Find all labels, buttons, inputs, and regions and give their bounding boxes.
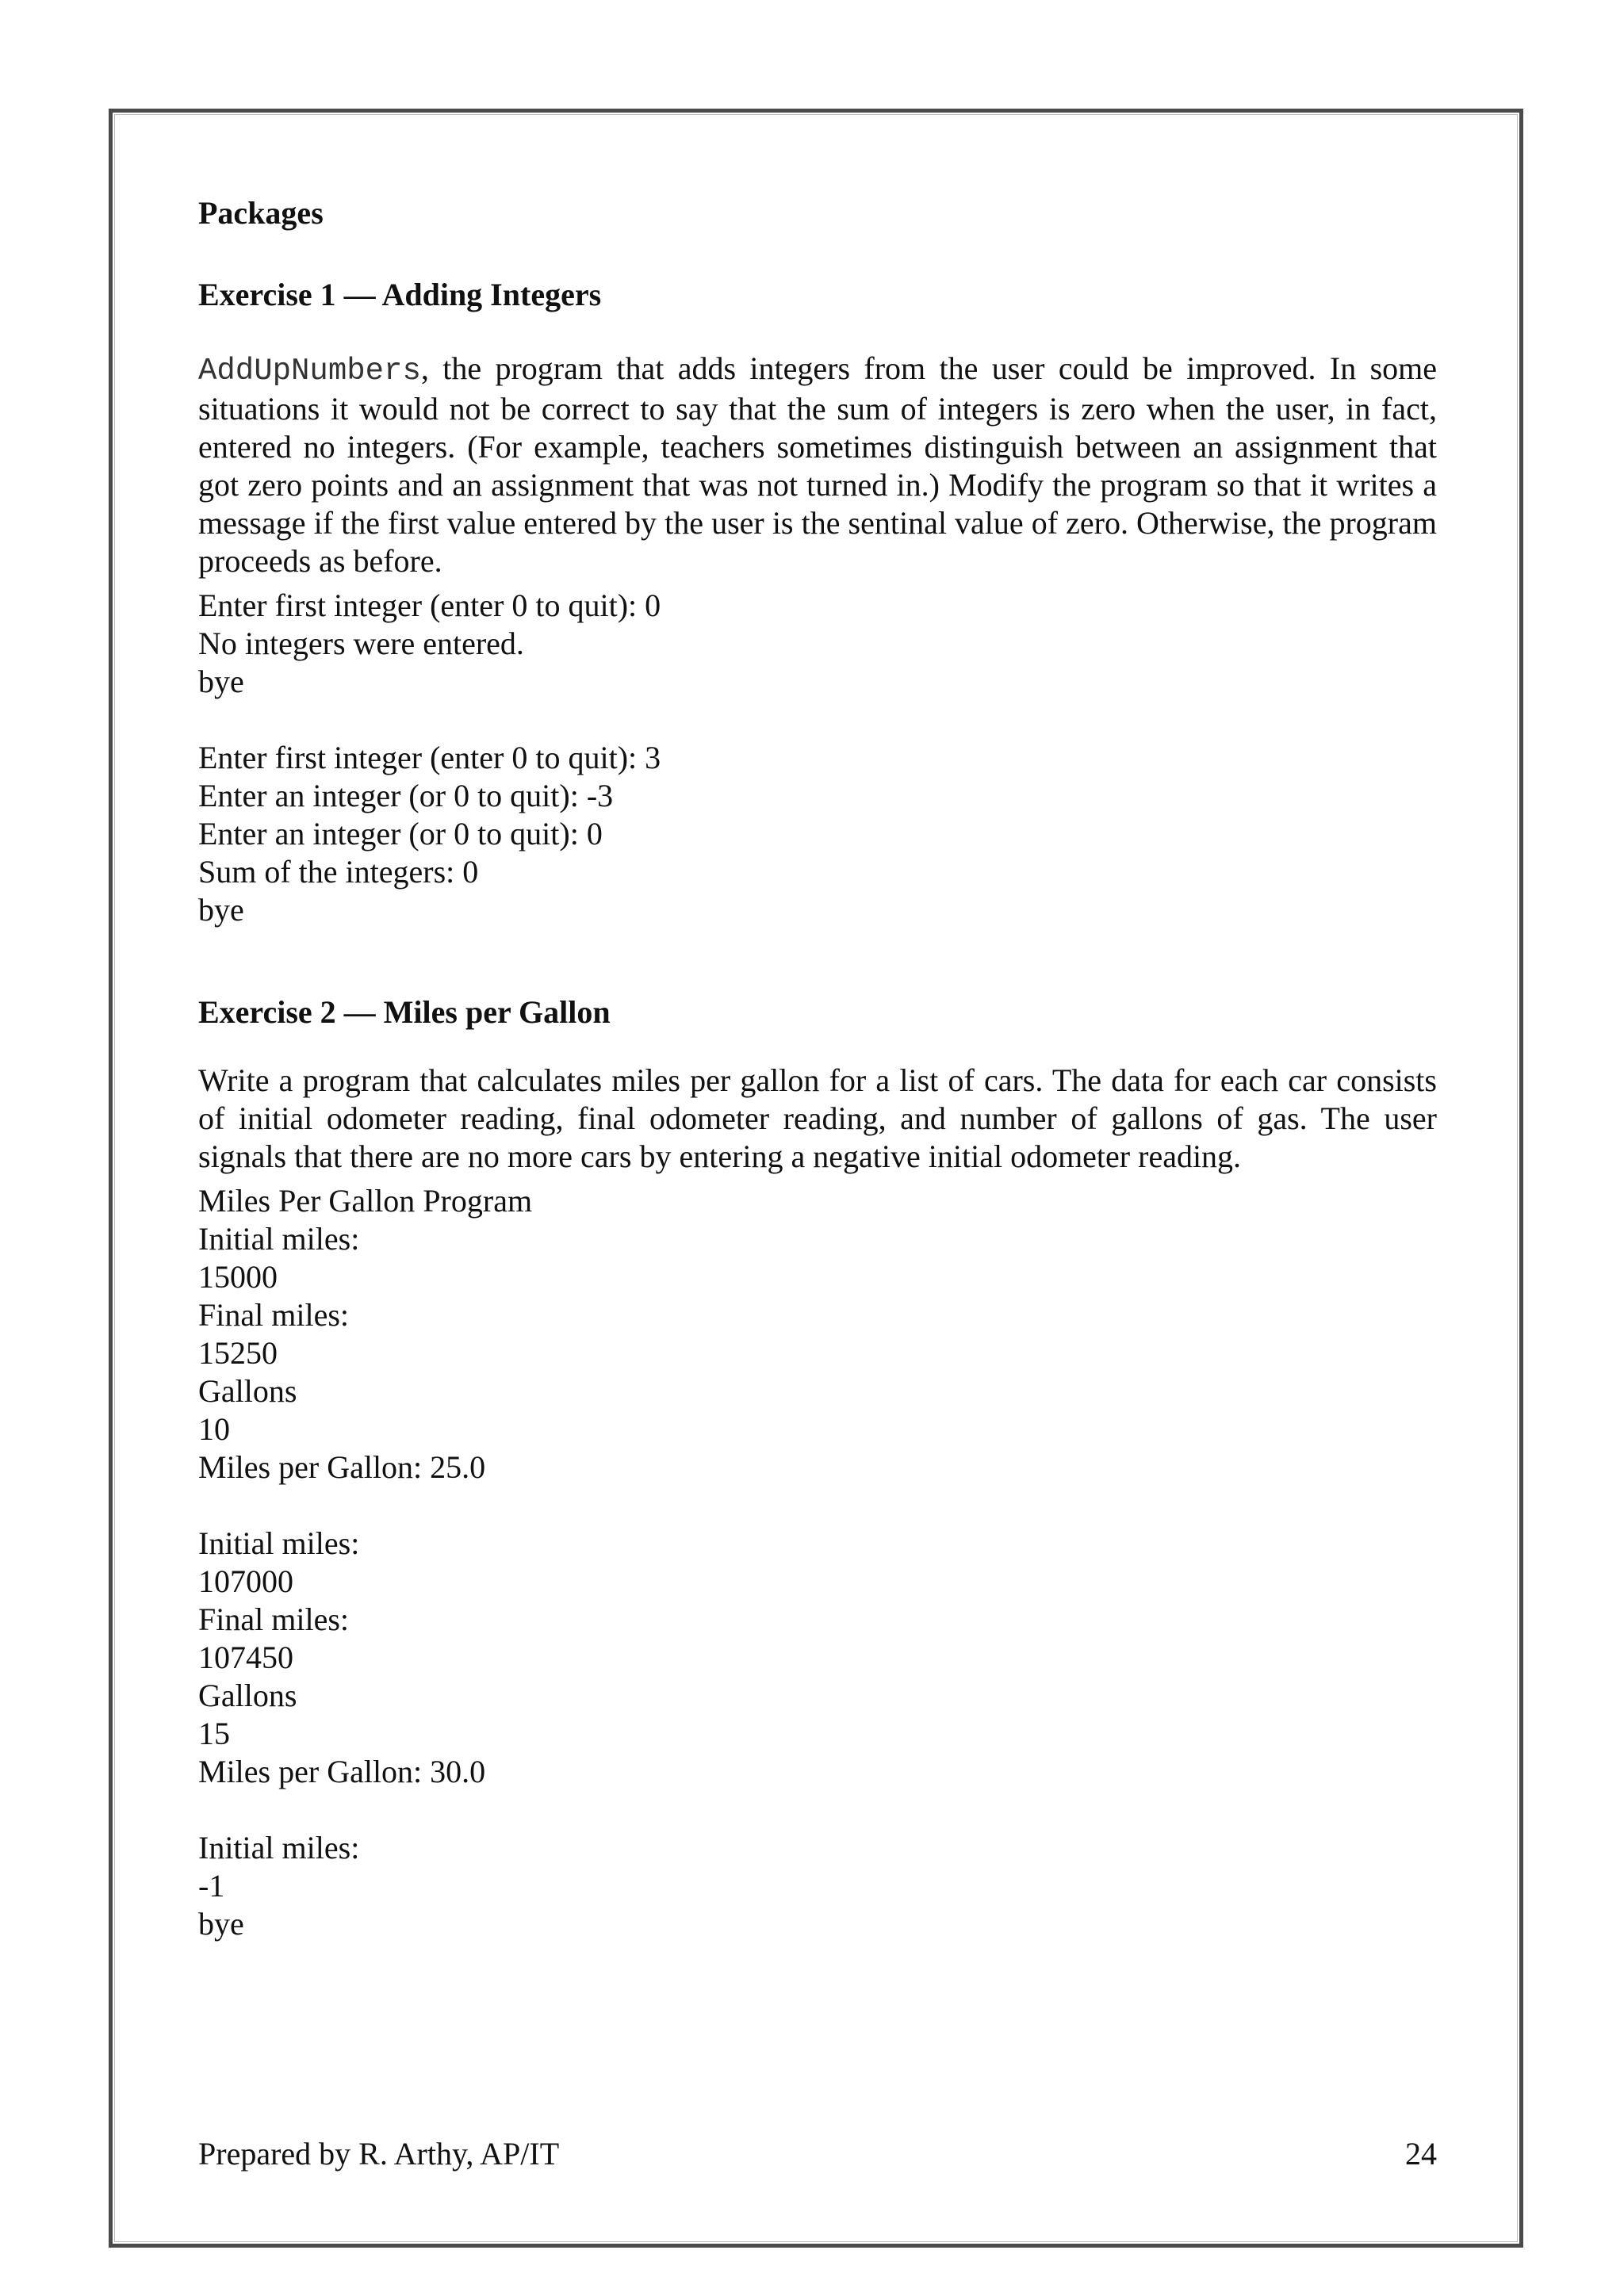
output-line: Final miles: bbox=[198, 1601, 349, 1637]
exercise-1-description-text: , the program that adds integers from the user could be improved. In some situations it would not be correct to say that the sum of integers is zero when the user, in fact, entered no integers. (For example, teachers sometimes distinguish between an assignment that got zero points and an assignment that was not turned in.) Modify the program so that it writes a message if the first value entered by the user is the sentinal value of zero. Otherwise, the program proceeds as before. bbox=[198, 350, 1437, 579]
output-line: Initial miles: bbox=[198, 1830, 360, 1866]
exercise-1-sample-output bbox=[198, 587, 1437, 929]
output-line: Initial miles: bbox=[198, 1525, 360, 1561]
output-line: 15250 bbox=[198, 1335, 278, 1371]
exercise-1-title: Exercise 1 — Adding Integers bbox=[198, 277, 602, 312]
output-line: Miles per Gallon: 25.0 bbox=[198, 1449, 486, 1485]
output-line: Initial miles: bbox=[198, 1221, 360, 1257]
output-line: Enter first integer (enter 0 to quit): 3 bbox=[198, 740, 661, 775]
output-line: Enter an integer (or 0 to quit): 0 bbox=[198, 816, 603, 851]
exercise-2-description: Write a program that calculates miles per gallon for a list of cars. The data for each car consists of initial odometer reading, final odometer reading, and number of gallons of gas. The user signals that there are no more cars by entering a negative initial odometer reading. bbox=[198, 1062, 1437, 1174]
output-line: bye bbox=[198, 664, 244, 699]
footer-author: Prepared by R. Arthy, AP/IT bbox=[198, 2136, 560, 2172]
output-line: Miles per Gallon: 30.0 bbox=[198, 1754, 486, 1789]
output-line: No integers were entered. bbox=[198, 626, 524, 661]
output-line: 107000 bbox=[198, 1563, 293, 1599]
exercise-2-title: Exercise 2 — Miles per Gallon bbox=[198, 994, 611, 1030]
output-line: 10 bbox=[198, 1411, 230, 1447]
output-line: 15000 bbox=[198, 1259, 278, 1295]
output-line bbox=[198, 701, 1437, 739]
output-line: Enter first integer (enter 0 to quit): 0 bbox=[198, 587, 661, 623]
output-line: Gallons bbox=[198, 1678, 297, 1713]
output-line: 107450 bbox=[198, 1640, 293, 1675]
output-line bbox=[198, 1791, 1437, 1829]
exercise-2-sample-output bbox=[198, 1182, 1437, 1943]
output-line: bye bbox=[198, 892, 244, 928]
exercise-1-description bbox=[198, 350, 1437, 580]
output-line: Sum of the integers: 0 bbox=[198, 854, 479, 890]
output-line bbox=[198, 1487, 1437, 1525]
program-name-code: AddUpNumbers bbox=[198, 354, 421, 388]
section-title: Packages bbox=[198, 195, 324, 231]
output-line: 15 bbox=[198, 1716, 230, 1751]
page-number: 24 bbox=[1405, 2136, 1437, 2172]
output-line: Final miles: bbox=[198, 1297, 349, 1333]
page-content bbox=[198, 194, 1437, 1943]
output-line: Gallons bbox=[198, 1373, 297, 1409]
output-line: bye bbox=[198, 1906, 244, 1942]
output-line: -1 bbox=[198, 1868, 225, 1904]
output-line: Miles Per Gallon Program bbox=[198, 1183, 533, 1219]
output-line: Enter an integer (or 0 to quit): -3 bbox=[198, 778, 614, 813]
